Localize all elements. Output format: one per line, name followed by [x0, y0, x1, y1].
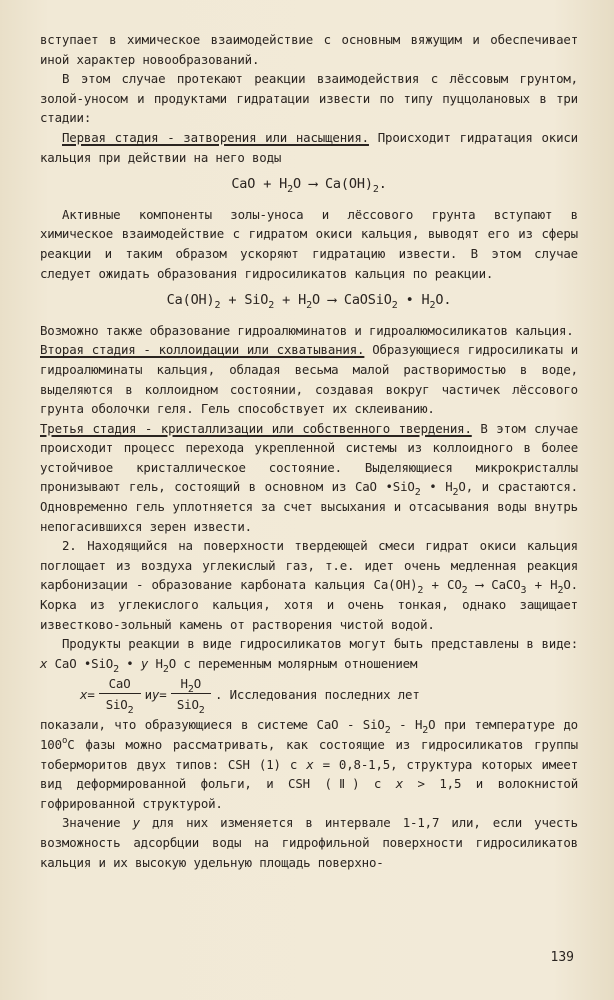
molar-ratio-formula: x = $\frac{\text{CaO}}{SiO_2}$ и y = $\frac{H_2O}{SiO_2}$ . Исследования последних лет [80, 676, 420, 717]
page-number: 139 [550, 950, 574, 965]
paragraph-stage-3: Третья стадия - кристаллизации или собственного твердения. В этом случае происходит процесс перехода укрепленной системы из коллоидного в более устойчивое кристаллическое состояние. Выделяющиеся микрокристаллы пронизывают гель, состоящий в основном из CaO •SiO$_2$ • $H_2O$, и срастаются. Одновременно гель уплотняется за счет высыхания и отсасывания воды внутрь непогасившихся зерен извести. [40, 420, 578, 534]
stage-1-heading: Первая стадия - затворения или насыщения. [62, 129, 369, 145]
paragraph-stage-1 [40, 128, 578, 167]
paragraph-y-value: Значение y для них изменяется в интервале 1-1,7 или, если учесть возможность адсорбции воды на гидрофильной поверхности гидросиликатов кальция и их высокую удельную площадь поверхно- [40, 815, 578, 870]
stage-2-heading: Вторая стадия - коллоидации или схватывания. [40, 342, 365, 358]
fraction-h2o-sio2: $\frac{H_2O}{SiO_2}$ [171, 675, 212, 713]
paragraph-reaction-types: В этом случае протекают реакции взаимодействия с лёссовым грунтом, золой-уносом и продуктами гидратации извести по типу пуццолановых в три стадии: [40, 71, 578, 126]
formula-hydrosilicate: $Ca(OH)_2 + SiO_2 + H_2O$ ⟶ CaOSiO$_2$ • $H_2O$. [166, 292, 452, 312]
paragraph-reaction-products: Продукты реакции в виде гидросиликатов могут быть представлены в виде: x CaO •SiO$_2$ • y $H_2O$ с переменным молярным отношением [40, 636, 578, 675]
fraction-cao-sio2: $\frac{\text{CaO}}{SiO_2}$ [99, 675, 141, 713]
paragraph-tobermorite: показали, что образующиеся в системе CaO - $SiO_2 - H_2O$ при температуре до 100$^o$С фазы можно рассматривать, как состоящие из гидросиликатов группы тоберморитов двух типов: CSH (1) с x = 0,8-1,5, структура которых имеет вид деформированной фольги, и CSH (Ⅱ) с x > 1,5 и волокнистой гофрированной структурой. [40, 717, 579, 811]
paragraph-stage-2 [40, 340, 578, 418]
paragraph-carbonization: 2. Находящийся на поверхности твердеющей смеси гидрат окиси кальция поглощает из воздуха углекислый газ, т.е. идет очень медленная реакция карбонизации - образование карбоната кальция $Ca(OH)_2 + CO_2$ ⟶ CaCO$_3$ + $H_2O$. Корка из углекислого кальция, хотя и очень тонкая, однако защищает известково-зольный камень от растворения чистой водой. [40, 538, 578, 632]
stage-1-text: Происходит гидратация окиси кальция при действии на него воды [40, 129, 578, 165]
paragraph-hydroaluminates: Возможно также образование гидроалюминатов и гидроалюмосиликатов кальция. [40, 322, 574, 338]
stage-2-text: Образующиеся гидросиликаты и гидроалюминаты кальция, обладая весьма малой растворимостью в воде, выделяются в коллоидном состоянии, создавая вокруг частичек лёссового грунта оболочки геля. Гель способствует их склеиванию. [40, 342, 578, 417]
stage-3-heading: Третья стадия - кристаллизации или собственного твердения. [40, 420, 472, 436]
paragraph-continuation: вступает в химическое взаимодействие с основным вяжущим и обеспечивает иной характер новообразований. [40, 32, 578, 67]
page-body [40, 30, 578, 872]
paragraph-active-components: Активные компоненты золы-уноса и лёссового грунта вступают в химическое взаимодействие с гидратом окиси кальция, выводят его из сферы реакции и таким образом ускоряют гидратацию извести. В этом случае следует ожидать образования гидросиликатов кальция по реакции. [40, 206, 578, 281]
formula-lime-hydration: CaO + $H_2O$ ⟶ $Ca(OH)_2$. [231, 176, 387, 196]
